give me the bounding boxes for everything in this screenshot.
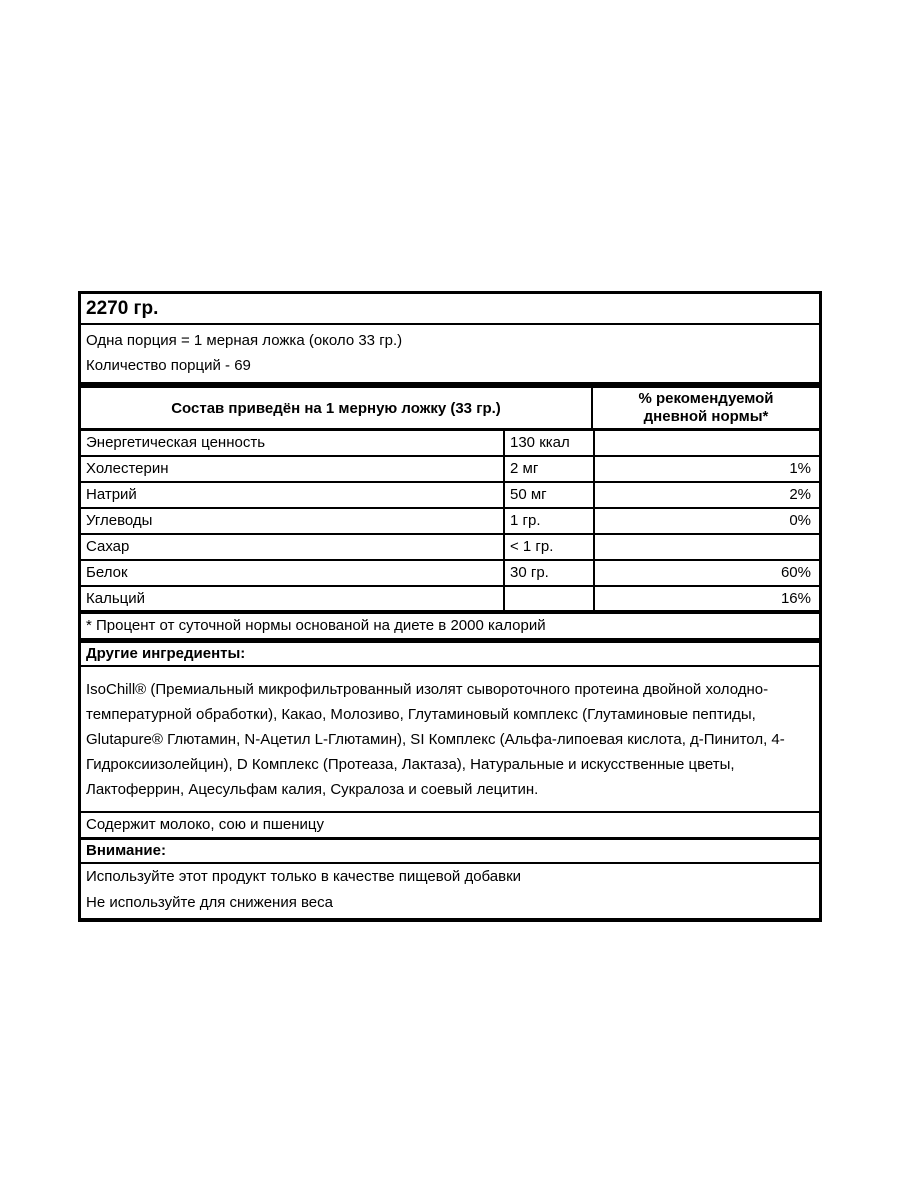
nutrient-daily-value [595, 535, 819, 559]
table-row [81, 431, 819, 457]
serving-size-line: Одна порция = 1 мерная ложка (около 33 гр.) [86, 332, 403, 349]
nutrient-name: Сахар [81, 535, 505, 559]
nutrient-amount: 30 гр. [505, 561, 595, 585]
warning-line: Используйте этот продукт только в качестве пищевой добавки [86, 868, 522, 885]
table-row [81, 483, 819, 509]
nutrient-name: Натрий [81, 483, 505, 507]
table-row [81, 587, 819, 614]
serving-info [81, 325, 819, 388]
nutrient-amount: 130 ккал [505, 431, 595, 455]
warning-text [81, 864, 819, 918]
allergen-statement: Содержит молоко, сою и пшеницу [81, 813, 819, 840]
nutrient-daily-value: 1% [789, 460, 811, 477]
table-row [81, 509, 819, 535]
nutrient-name: Кальций [81, 587, 505, 610]
nutrient-name: Холестерин [81, 457, 505, 481]
nutrient-amount: 1 гр. [505, 509, 595, 533]
warning-line: Не используйте для снижения веса [86, 894, 333, 911]
table-header-daily-value-line2: дневной нормы* [643, 408, 769, 425]
nutrient-name: Энергетическая ценность [81, 431, 505, 455]
table-header-composition: Состав приведён на 1 мерную ложку (33 гр.) [81, 388, 593, 428]
other-ingredients-text: IsoChill® (Премиальный микрофильтрованный изолят сывороточного протеина двойной холодно-температурной обработки), Какао, Молозиво, Глутаминовый комплекс (Глутаминовые пептиды, Glutapure® Глютамин, N-Ацетил L-Глютамин), SI Комплекс (Альфа-липоевая кислота, д-Пинитол, 4-Гидроксиизолейцин), D Комплекс (Протеаза, Лактаза), Натуральные и искусственные цветы, Лактоферрин, Ацесульфам калия, Сукралоза и соевый лецитин. [81, 667, 819, 813]
nutrient-amount: 2 мг [505, 457, 595, 481]
nutrient-daily-value [595, 431, 819, 455]
table-header-row [81, 388, 819, 431]
servings-per-container-line: Количество порций - 69 [86, 357, 251, 374]
package-weight: 2270 гр. [81, 294, 819, 325]
nutrient-name: Белок [81, 561, 505, 585]
table-header-daily-value-line1: % рекомендуемой [638, 390, 774, 407]
table-row [81, 457, 819, 483]
nutrient-daily-value: 60% [780, 564, 811, 581]
table-header-daily-value [593, 388, 819, 428]
nutrient-daily-value: 0% [789, 512, 811, 529]
other-ingredients-heading: Другие ингредиенты: [81, 643, 819, 667]
nutrient-name: Углеводы [81, 509, 505, 533]
table-row [81, 561, 819, 587]
nutrient-amount: < 1 гр. [505, 535, 595, 559]
nutrient-daily-value: 16% [780, 590, 811, 607]
nutrition-label [78, 291, 822, 922]
daily-value-footnote: * Процент от суточной нормы основаной на диете в 2000 калорий [81, 614, 819, 643]
nutrient-amount [505, 587, 595, 610]
warning-heading: Внимание: [81, 840, 819, 864]
table-row [81, 535, 819, 561]
nutrient-amount: 50 мг [505, 483, 595, 507]
nutrient-daily-value: 2% [789, 486, 811, 503]
